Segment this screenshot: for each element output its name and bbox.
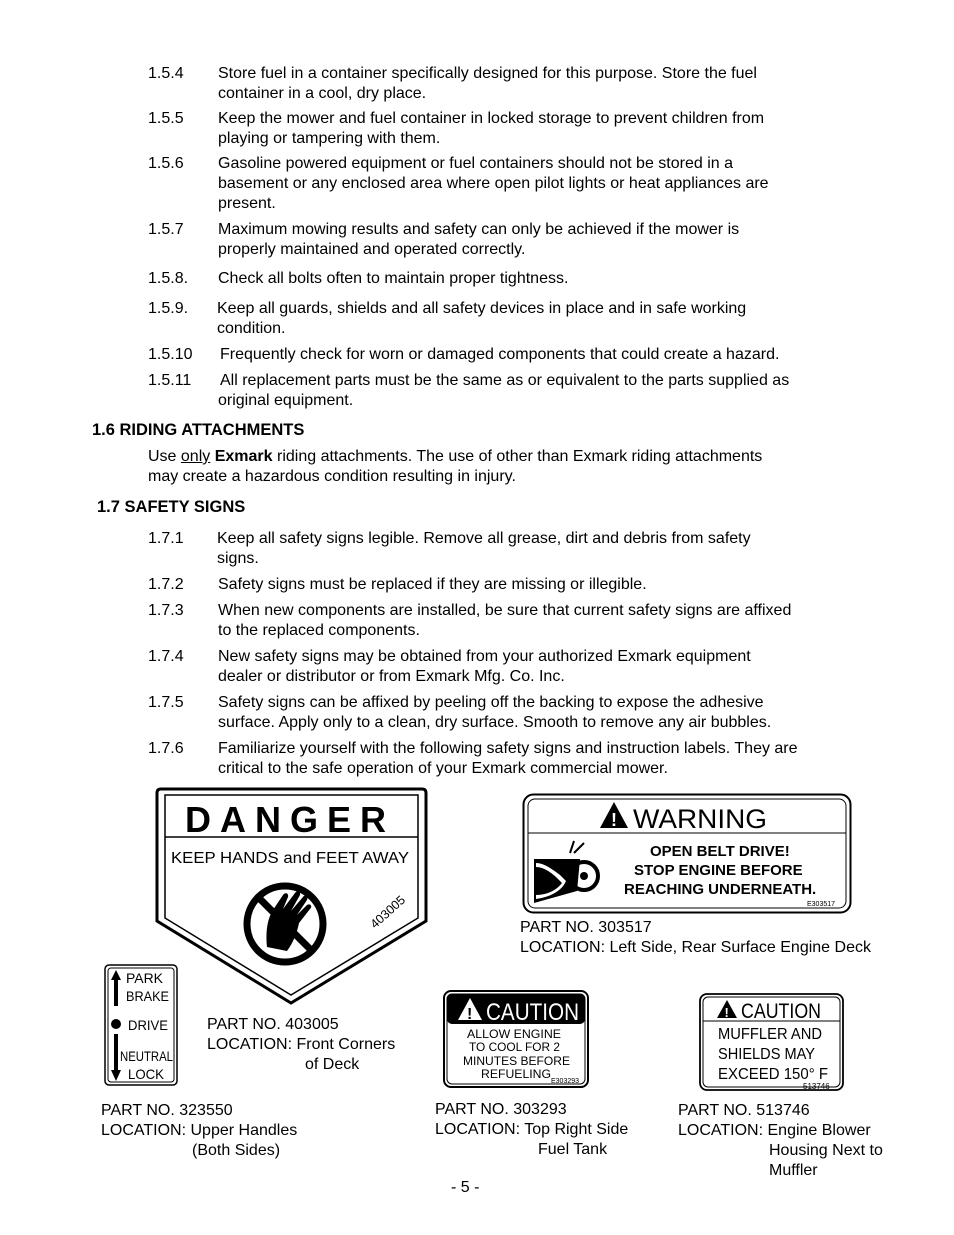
- list-item: 1.7.2 Safety signs must be replaced if they are missing or illegible.: [148, 576, 647, 593]
- caption-403005: PART NO. 403005 LOCATION: Front Corners of Deck: [207, 1016, 396, 1073]
- riding-attachments-paragraph: Use only Exmark riding attachments. The use of other than Exmark riding attachments may create a hazardous condition resulting in injury.: [148, 448, 763, 485]
- svg-text:NEUTRAL: NEUTRAL: [120, 1048, 174, 1064]
- svg-text:DRIVE: DRIVE: [128, 1017, 168, 1033]
- list-item: 1.7.6 Familiarize yourself with the following safety signs and instruction labels. They are critical to the safe operation of your Exmark commercial mower.: [148, 740, 798, 777]
- caption-303293: PART NO. 303293 LOCATION: Top Right Side Fuel Tank: [435, 1101, 629, 1158]
- warning-line1: OPEN BELT DRIVE!: [650, 843, 790, 860]
- svg-text:E303293: E303293: [551, 1078, 580, 1085]
- page-number: - 5 -: [451, 1179, 480, 1196]
- svg-text:ALLOW ENGINE: ALLOW ENGINE: [467, 1027, 561, 1041]
- warning-sign: [522, 793, 852, 914]
- svg-text:EXCEED 150° F: EXCEED 150° F: [718, 1066, 829, 1083]
- svg-text:CAUTION: CAUTION: [741, 1000, 821, 1023]
- warning-line2: STOP ENGINE BEFORE: [634, 862, 803, 879]
- section-heading-safety-signs: 1.7 SAFETY SIGNS: [97, 498, 246, 516]
- drive-dot-icon: [111, 1019, 121, 1029]
- list-item: 1.7.3 When new components are installed, be sure that current safety signs are affixed to the replaced components.: [148, 602, 792, 639]
- svg-text:!: !: [724, 1005, 729, 1020]
- svg-text:MINUTES BEFORE: MINUTES BEFORE: [463, 1054, 570, 1068]
- svg-text:REFUELING: REFUELING: [481, 1067, 551, 1081]
- warning-title: WARNING: [633, 804, 767, 834]
- list-item: 1.5.4 Store fuel in a container specifically designed for this purpose. Store the fuel container in a cool, dry place.: [148, 65, 757, 102]
- svg-text:513746: 513746: [803, 1082, 830, 1091]
- svg-text:CAUTION: CAUTION: [486, 999, 579, 1026]
- list-item: 1.7.4 New safety signs may be obtained from your authorized Exmark equipment dealer or distributor or from Exmark Mfg. Co. Inc.: [148, 648, 751, 685]
- danger-title: DANGER: [185, 799, 396, 840]
- list-item: 1.5.6 Gasoline powered equipment or fuel containers should not be stored in a basement or any enclosed area where open pilot lights or heat appliances are present.: [148, 155, 769, 212]
- list-item: 1.5.9. Keep all guards, shields and all safety devices in place and in safe working condition.: [148, 300, 747, 337]
- list-item: 1.5.10 Frequently check for worn or damaged components that could create a hazard.: [148, 346, 780, 363]
- section-heading-riding-attachments: 1.6 RIDING ATTACHMENTS: [92, 421, 305, 439]
- danger-code: 403005: [367, 892, 409, 932]
- caution-sign-muffler: [699, 993, 844, 1091]
- danger-sign: [155, 787, 428, 1005]
- list-item: 1.5.5 Keep the mower and fuel container in locked storage to prevent children from playing or tampering with them.: [148, 110, 765, 147]
- svg-text:MUFFLER AND: MUFFLER AND: [718, 1026, 822, 1043]
- svg-text:!: !: [611, 810, 617, 830]
- svg-text:PARK: PARK: [126, 970, 164, 986]
- danger-subtitle: KEEP HANDS and FEET AWAY: [171, 850, 409, 867]
- caption-513746: PART NO. 513746 LOCATION: Engine Blower Housing Next to Muffler: [678, 1102, 883, 1179]
- warning-line3: REACHING UNDERNEATH.: [624, 881, 817, 898]
- caption-323550: PART NO. 323550 LOCATION: Upper Handles (Both Sides): [101, 1102, 298, 1159]
- svg-text:LOCK: LOCK: [128, 1066, 165, 1082]
- caution-sign-refueling: [443, 990, 589, 1088]
- list-item: 1.5.7 Maximum mowing results and safety can only be achieved if the mower is properly maintained and operated correctly.: [148, 221, 740, 258]
- svg-text:BRAKE: BRAKE: [126, 988, 169, 1004]
- caption-303517: PART NO. 303517 LOCATION: Left Side, Rear Surface Engine Deck: [520, 919, 871, 956]
- svg-text:!: !: [467, 1006, 473, 1023]
- list-item: 1.7.1 Keep all safety signs legible. Remove all grease, dirt and debris from safety signs.: [148, 530, 751, 567]
- park-brake-sign: [104, 964, 178, 1086]
- list-item: 1.5.8. Check all bolts often to maintain proper tightness.: [148, 270, 569, 287]
- list-item: 1.5.11 All replacement parts must be the same as or equivalent to the parts supplied as original equipment.: [148, 372, 790, 409]
- no-hands-icon: [247, 886, 323, 962]
- svg-text:TO COOL FOR 2: TO COOL FOR 2: [469, 1040, 561, 1054]
- svg-text:SHIELDS MAY: SHIELDS MAY: [718, 1046, 816, 1063]
- list-item: 1.7.5 Safety signs can be affixed by peeling off the backing to expose the adhesive surface. Apply only to a clean, dry surface. Smooth to remove any air bubbles.: [148, 694, 772, 731]
- warning-code: E303517: [807, 901, 836, 908]
